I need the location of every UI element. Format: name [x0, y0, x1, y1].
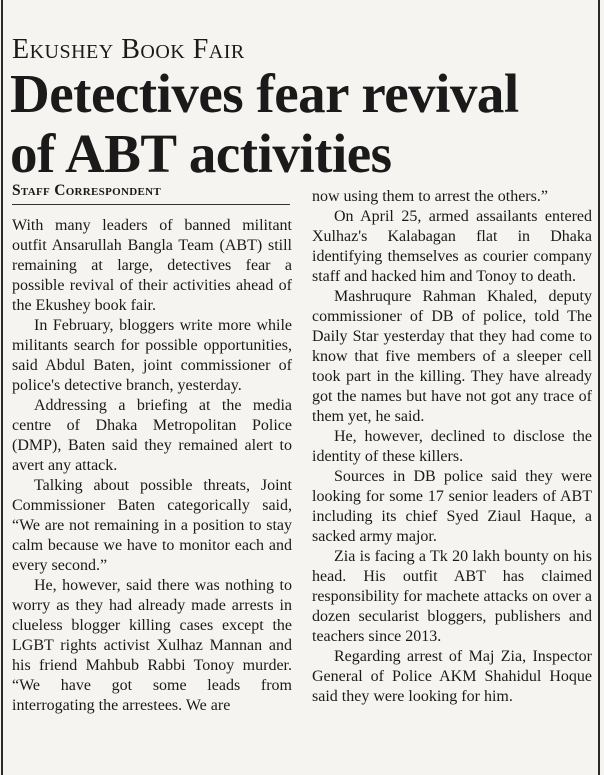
- paragraph: He, however, declined to disclose the identity of these killers.: [312, 428, 592, 465]
- headline-line-1: Detectives fear revival: [10, 63, 519, 124]
- paragraph: On April 25, armed assailants entered Xulhaz's Kalabagan flat in Dhaka identifying themselves as courier company staff and hacked him and Tonoy to death.: [312, 208, 592, 285]
- paragraph: Zia is facing a Tk 20 lakh bounty on his head. His outfit ABT has claimed responsibility for machete attacks on over a dozen secularist bloggers, publishers and teachers since 2013.: [312, 548, 592, 645]
- left-border-rule: [1, 0, 3, 775]
- right-border-rule: [598, 0, 600, 775]
- paragraph-continued: now using them to arrest the others.”: [312, 188, 548, 205]
- paragraph: With many leaders of banned militant outfit Ansarullah Bangla Team (ABT) still remaining at large, detectives fear a possible revival of their activities ahead of the Ekushey book fair.: [12, 217, 292, 314]
- headline: [10, 64, 595, 184]
- headline-line-2: of ABT activities: [10, 123, 392, 184]
- paragraph: Sources in DB police said they were looking for some 17 senior leaders of ABT including its chief Syed Ziaul Haque, a sacked army major.: [312, 468, 592, 545]
- article-column-left: [12, 216, 292, 716]
- paragraph: Addressing a briefing at the media centre of Dhaka Metropolitan Police (DMP), Baten said they remained alert to avert any attack.: [12, 397, 292, 474]
- article-column-right: [312, 187, 592, 707]
- paragraph: He, however, said there was nothing to worry as they had already made arrests in clueless blogger killing cases except the LGBT rights activist Xulhaz Mannan and his friend Mahbub Rabbi Tonoy murder. “We have got some leads from interrogating the arrestees. We are: [12, 577, 292, 714]
- paragraph: Mashruqure Rahman Khaled, deputy commissioner of DB of police, told The Daily Star yesterday that they had come to know that five members of a sleeper cell took part in the killing. They have already got the names but have not got any trace of them yet, he said.: [312, 288, 592, 425]
- paragraph: In February, bloggers write more while militants search for possible opportunities, said Abdul Baten, joint commissioner of police's detective branch, yesterday.: [12, 317, 292, 394]
- paragraph: Regarding arrest of Maj Zia, Inspector General of Police AKM Shahidul Hoque said they were looking for him.: [312, 648, 592, 705]
- paragraph: Talking about possible threats, Joint Commissioner Baten categorically said, “We are not remaining in a position to stay calm because we have to monitor each and every second.”: [12, 477, 292, 574]
- section-kicker: Ekushey Book Fair: [12, 34, 245, 65]
- byline-rule: [12, 204, 290, 205]
- byline: Staff Correspondent: [12, 182, 161, 199]
